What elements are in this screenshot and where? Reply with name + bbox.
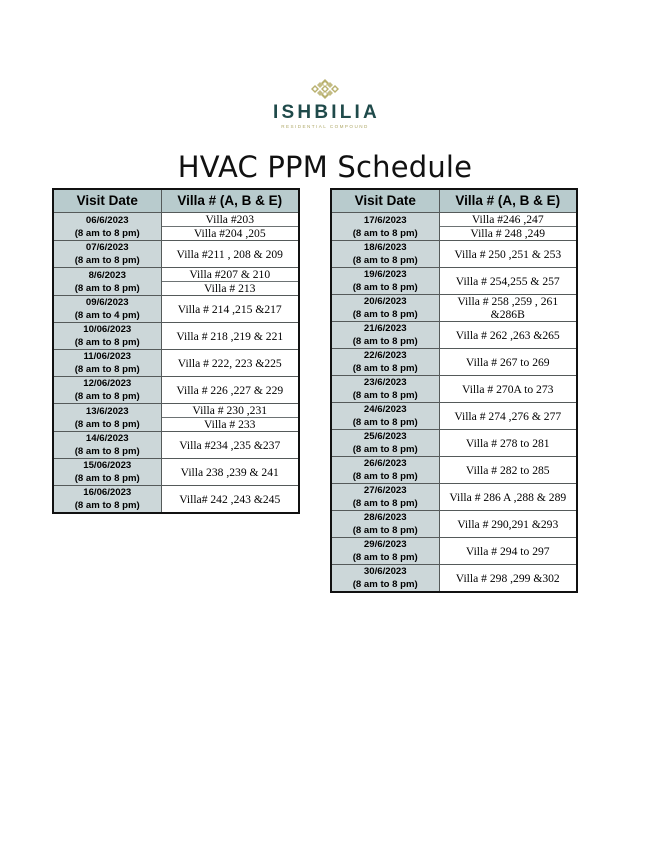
visit-date-cell <box>53 377 161 404</box>
col-header-villa: Villa # (A, B & E) <box>439 189 577 213</box>
visit-hours-value: (8 am to 8 pm) <box>74 500 140 511</box>
visit-date-value: 20/6/2023 <box>363 296 407 307</box>
visit-date-cell <box>331 295 439 322</box>
visit-hours-value: (8 am to 8 pm) <box>74 337 140 348</box>
visit-date-cell <box>53 268 161 296</box>
table-row <box>331 376 577 403</box>
header-row <box>331 189 577 213</box>
table-row <box>331 213 577 227</box>
visit-hours-value: (8 am to 8 pm) <box>74 391 140 402</box>
villa-cell: Villa # 218 ,219 & 221 <box>161 323 299 350</box>
visit-hours-value: (8 am to 8 pm) <box>352 552 418 563</box>
visit-date-cell <box>53 323 161 350</box>
visit-date-cell <box>331 403 439 430</box>
brand-name: ISHBILIA <box>273 102 380 123</box>
table-row <box>331 322 577 349</box>
visit-hours-value: (8 am to 8 pm) <box>74 282 140 294</box>
table-row <box>53 377 299 404</box>
villa-cell: Villa #203 <box>161 213 299 227</box>
visit-date-value: 8/6/2023 <box>88 269 126 281</box>
visit-hours-value: (8 am to 8 pm) <box>74 255 140 266</box>
table-row <box>53 213 299 227</box>
villa-cell: Villa #204 ,205 <box>161 227 299 241</box>
visit-hours-value: (8 am to 8 pm) <box>74 473 140 484</box>
villa-cell: Villa #234 ,235 &237 <box>161 432 299 459</box>
visit-date-value: 25/6/2023 <box>363 431 407 442</box>
villa-cell: Villa # 278 to 281 <box>439 430 577 457</box>
visit-date-cell <box>331 457 439 484</box>
visit-date-value: 16/06/2023 <box>83 487 132 498</box>
col-header-visit-date: Visit Date <box>331 189 439 213</box>
visit-date-value: 18/6/2023 <box>363 242 407 253</box>
visit-date-cell <box>331 430 439 457</box>
visit-hours-value: (8 am to 8 pm) <box>352 525 418 536</box>
left-table-container <box>52 188 300 593</box>
villa-cell: Villa # 258 ,259 , 261 &286B <box>439 295 577 322</box>
table-row <box>331 538 577 565</box>
schedule-tables <box>0 188 650 593</box>
visit-date-value: 14/6/2023 <box>85 433 129 444</box>
brand-subtitle: RESIDENTIAL COMPOUND <box>281 124 369 129</box>
visit-date-value: 11/06/2023 <box>83 351 131 362</box>
visit-date-cell <box>331 213 439 241</box>
table-row <box>331 511 577 538</box>
visit-date-cell <box>53 404 161 432</box>
table-row <box>53 350 299 377</box>
visit-date-value: 24/6/2023 <box>363 404 407 415</box>
table-row <box>53 323 299 350</box>
table-row <box>331 349 577 376</box>
visit-date-value: 27/6/2023 <box>363 485 407 496</box>
visit-date-value: 30/6/2023 <box>363 566 407 577</box>
visit-date-value: 22/6/2023 <box>363 350 407 361</box>
villa-cell: Villa # 298 ,299 &302 <box>439 565 577 593</box>
visit-hours-value: (8 am to 4 pm) <box>74 310 140 321</box>
table-row <box>53 486 299 514</box>
visit-date-cell <box>331 322 439 349</box>
visit-hours-value: (8 am to 8 pm) <box>352 390 418 401</box>
visit-date-value: 29/6/2023 <box>363 539 407 550</box>
table-row <box>53 268 299 282</box>
visit-hours-value: (8 am to 8 pm) <box>352 227 418 239</box>
visit-hours-value: (8 am to 8 pm) <box>352 309 418 320</box>
villa-cell: Villa #207 & 210 <box>161 268 299 282</box>
table-row <box>331 565 577 593</box>
schedule-table-right <box>330 188 578 593</box>
right-table-container <box>330 188 578 593</box>
visit-hours-value: (8 am to 8 pm) <box>352 444 418 455</box>
col-header-villa: Villa # (A, B & E) <box>161 189 299 213</box>
visit-hours-value: (8 am to 8 pm) <box>352 282 418 293</box>
visit-date-cell <box>53 432 161 459</box>
table-head <box>53 189 299 213</box>
visit-date-value: 28/6/2023 <box>363 512 407 523</box>
villa-cell: Villa # 262 ,263 &265 <box>439 322 577 349</box>
table-row <box>53 432 299 459</box>
visit-hours-value: (8 am to 8 pm) <box>352 579 418 590</box>
villa-cell: Villa # 230 ,231 <box>161 404 299 418</box>
visit-hours-value: (8 am to 8 pm) <box>352 255 418 266</box>
visit-date-cell <box>53 459 161 486</box>
villa-cell: Villa # 270A to 273 <box>439 376 577 403</box>
table-row <box>331 403 577 430</box>
table-head <box>331 189 577 213</box>
table-row <box>331 484 577 511</box>
visit-date-value: 13/6/2023 <box>85 405 129 417</box>
visit-hours-value: (8 am to 8 pm) <box>352 363 418 374</box>
visit-date-cell <box>53 486 161 514</box>
col-header-visit-date: Visit Date <box>53 189 161 213</box>
table-row <box>53 459 299 486</box>
visit-date-cell <box>331 376 439 403</box>
table-row <box>331 457 577 484</box>
visit-date-cell <box>331 349 439 376</box>
villa-cell: Villa # 267 to 269 <box>439 349 577 376</box>
visit-date-value: 06/6/2023 <box>85 214 129 226</box>
villa-cell: Villa# 242 ,243 &245 <box>161 486 299 514</box>
visit-hours-value: (8 am to 8 pm) <box>352 471 418 482</box>
visit-hours-value: (8 am to 8 pm) <box>74 227 140 239</box>
visit-date-cell <box>53 213 161 241</box>
visit-date-cell <box>331 565 439 593</box>
table-row <box>53 404 299 418</box>
villa-cell: Villa #211 , 208 & 209 <box>161 241 299 268</box>
visit-hours-value: (8 am to 8 pm) <box>74 364 140 375</box>
villa-cell: Villa #246 ,247 <box>439 213 577 227</box>
table-body <box>53 213 299 514</box>
villa-cell: Villa # 250 ,251 & 253 <box>439 241 577 268</box>
table-row <box>331 295 577 322</box>
visit-date-value: 26/6/2023 <box>363 458 407 469</box>
visit-date-value: 19/6/2023 <box>363 269 407 280</box>
table-row <box>331 430 577 457</box>
villa-cell: Villa # 213 <box>161 282 299 296</box>
villa-cell: Villa # 226 ,227 & 229 <box>161 377 299 404</box>
visit-hours-value: (8 am to 8 pm) <box>74 418 140 430</box>
visit-date-cell <box>53 241 161 268</box>
page-title: HVAC PPM Schedule <box>177 149 473 184</box>
visit-date-cell <box>331 268 439 295</box>
header-row <box>53 189 299 213</box>
villa-cell: Villa # 214 ,215 &217 <box>161 296 299 323</box>
visit-date-cell <box>53 350 161 377</box>
visit-date-value: 10/06/2023 <box>83 324 132 335</box>
villa-cell: Villa # 222, 223 &225 <box>161 350 299 377</box>
visit-date-value: 15/06/2023 <box>83 460 132 471</box>
visit-date-value: 09/6/2023 <box>85 297 129 308</box>
table-row <box>53 241 299 268</box>
villa-cell: Villa # 248 ,249 <box>439 227 577 241</box>
visit-date-value: 23/6/2023 <box>363 377 407 388</box>
villa-cell: Villa # 286 A ,288 & 289 <box>439 484 577 511</box>
visit-date-value: 12/06/2023 <box>83 378 132 389</box>
table-body <box>331 213 577 593</box>
table-row <box>331 241 577 268</box>
villa-cell: Villa # 290,291 &293 <box>439 511 577 538</box>
visit-date-cell <box>331 511 439 538</box>
villa-cell: Villa # 233 <box>161 418 299 432</box>
villa-cell: Villa # 294 to 297 <box>439 538 577 565</box>
visit-hours-value: (8 am to 8 pm) <box>352 417 418 428</box>
brand-header <box>0 0 650 130</box>
villa-cell: Villa # 274 ,276 & 277 <box>439 403 577 430</box>
visit-date-value: 07/6/2023 <box>85 242 129 253</box>
visit-hours-value: (8 am to 8 pm) <box>74 446 140 457</box>
villa-cell: Villa # 254,255 & 257 <box>439 268 577 295</box>
table-row <box>331 268 577 295</box>
quatrefoil-ornament-icon <box>310 78 340 100</box>
villa-cell: Villa 238 ,239 & 241 <box>161 459 299 486</box>
table-row <box>53 296 299 323</box>
schedule-table-left <box>52 188 300 514</box>
visit-date-cell <box>331 241 439 268</box>
villa-cell: Villa # 282 to 285 <box>439 457 577 484</box>
visit-hours-value: (8 am to 8 pm) <box>352 336 418 347</box>
visit-date-cell <box>331 484 439 511</box>
visit-hours-value: (8 am to 8 pm) <box>352 498 418 509</box>
visit-date-cell <box>331 538 439 565</box>
visit-date-value: 21/6/2023 <box>363 323 407 334</box>
visit-date-value: 17/6/2023 <box>363 214 407 226</box>
visit-date-cell <box>53 296 161 323</box>
